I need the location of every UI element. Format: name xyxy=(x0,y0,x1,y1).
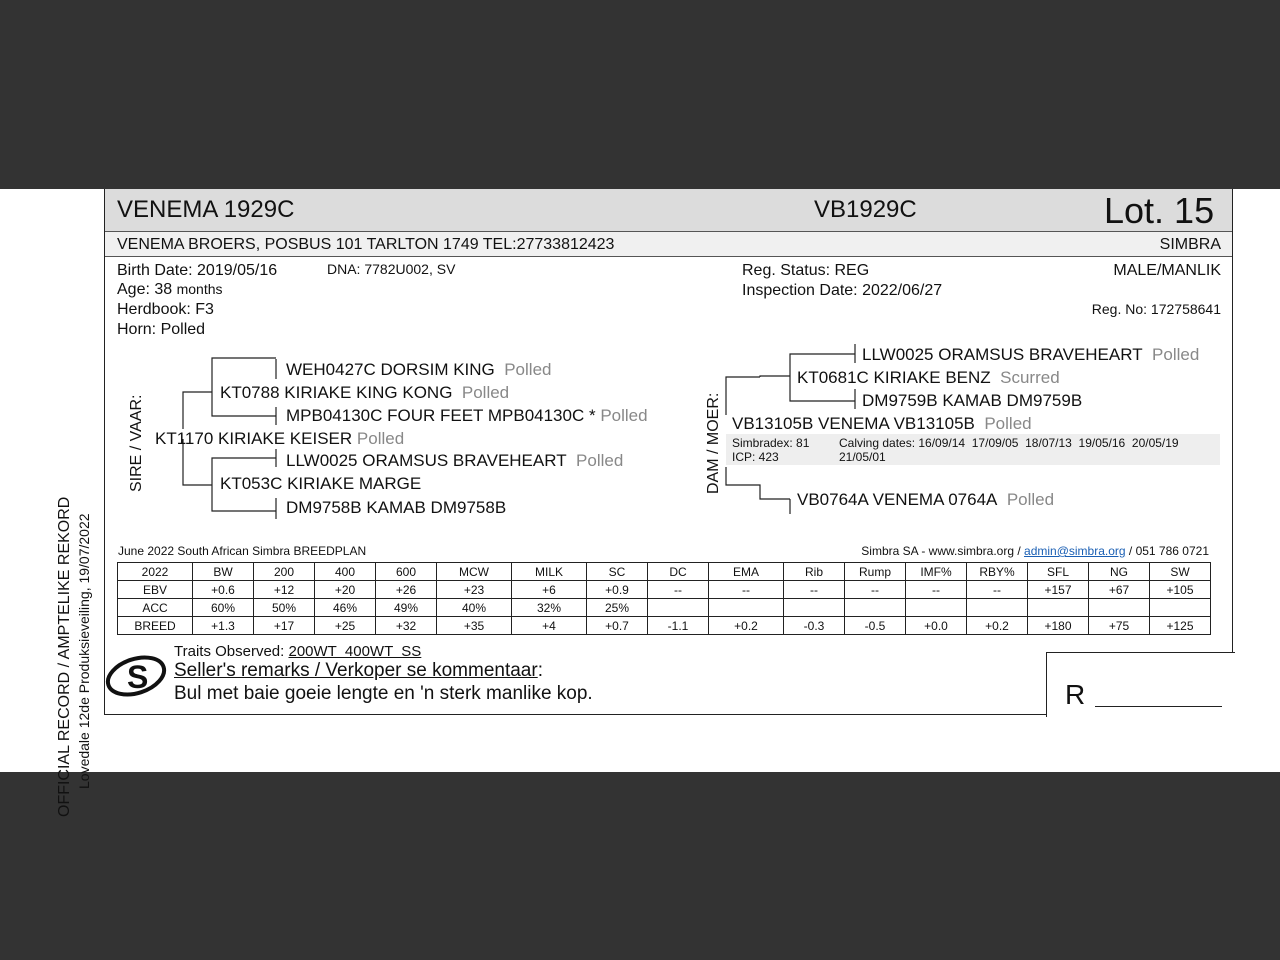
value-cell: +67 xyxy=(1089,581,1150,599)
age-unit: months xyxy=(176,281,223,297)
value-cell: +32 xyxy=(376,617,437,635)
value-cell: +157 xyxy=(1028,581,1089,599)
animal-code: VB1929C xyxy=(814,196,917,223)
value-cell xyxy=(845,599,906,617)
horn-tag: Polled xyxy=(1006,490,1055,509)
value-cell: -0.5 xyxy=(845,617,906,635)
value-cell: +125 xyxy=(1150,617,1211,635)
value-cell: 50% xyxy=(254,599,315,617)
remarks-text: Bul met baie goeie lengte en 'n sterk manlike kop. xyxy=(174,683,593,704)
horn-tag: Scurred xyxy=(1000,368,1060,387)
simbra-logo-icon xyxy=(104,649,168,703)
pedigree-name: VB13105B VENEMA VB13105B xyxy=(732,414,975,433)
rating-label: R xyxy=(1065,679,1086,710)
pedigree-name: KT053C KIRIAKE MARGE xyxy=(220,474,422,493)
pedigree-name: WEH0427C DORSIM KING xyxy=(286,360,495,379)
horn-status: Horn: Polled xyxy=(117,321,206,338)
header-cell: BW xyxy=(193,563,254,581)
header-cell: SW xyxy=(1150,563,1211,581)
horn-tag: Polled xyxy=(984,414,1032,433)
value-cell xyxy=(967,599,1028,617)
remarks-title xyxy=(174,660,543,682)
value-cell: -- xyxy=(906,581,967,599)
value-cell: -- xyxy=(967,581,1028,599)
header-cell: 400 xyxy=(315,563,376,581)
value-cell: -- xyxy=(648,581,709,599)
header-cell: SC xyxy=(587,563,648,581)
breedplan-header-row xyxy=(118,563,1211,581)
header-cell: IMF% xyxy=(906,563,967,581)
value-cell: 40% xyxy=(437,599,512,617)
dam-sire-sire xyxy=(862,345,1199,365)
sire-sire-sire xyxy=(286,360,551,380)
pedigree-name: KT1170 KIRIAKE KEISER xyxy=(155,429,353,448)
value-cell: 60% xyxy=(193,599,254,617)
sex: MALE/MANLIK xyxy=(1113,262,1221,279)
sire-dam-dam xyxy=(286,498,506,518)
sire xyxy=(155,429,404,449)
official-record-side-text: OFFICIAL RECORD / AMPTELIKE REKORD xyxy=(56,496,73,817)
sale-name-side-text: Lovedale 12de Produksieveiling, 19/07/2022 xyxy=(76,513,92,789)
header-cell: 2022 xyxy=(118,563,193,581)
animal-name: VENEMA 1929C xyxy=(117,196,295,223)
birth-date: Birth Date: 2019/05/16 xyxy=(117,262,278,279)
sire-sire xyxy=(220,383,509,403)
value-cell xyxy=(1089,599,1150,617)
value-cell: +4 xyxy=(512,617,587,635)
value-cell: 46% xyxy=(315,599,376,617)
pedigree-name: KT0681C KIRIAKE BENZ xyxy=(797,368,991,387)
horn-tag: Polled xyxy=(461,383,510,402)
value-cell: +0.0 xyxy=(906,617,967,635)
sire-dam xyxy=(220,474,421,494)
value-cell xyxy=(1150,599,1211,617)
value-cell: +17 xyxy=(254,617,315,635)
dna-info: DNA: 7782U002, SV xyxy=(327,261,456,277)
value-cell: +6 xyxy=(512,581,587,599)
dam-simbradex: Simbradex: 81 xyxy=(732,436,810,450)
value-cell: +25 xyxy=(315,617,376,635)
pedigree-name: LLW0025 ORAMSUS BRAVEHEART xyxy=(286,451,567,470)
value-cell: +105 xyxy=(1150,581,1211,599)
contact-suffix: / 051 786 0721 xyxy=(1125,544,1209,558)
lot-number: Lot. 15 xyxy=(1104,190,1215,231)
header-cell: Rump xyxy=(845,563,906,581)
value-cell xyxy=(1028,599,1089,617)
value-cell: +0.2 xyxy=(709,617,784,635)
value-cell: +0.7 xyxy=(587,617,648,635)
header-cell: EMA xyxy=(709,563,784,581)
header-cell: MCW xyxy=(437,563,512,581)
traits-label: Traits Observed: xyxy=(174,643,285,660)
dam-icp: ICP: 423 xyxy=(732,450,779,464)
sire-label: SIRE / VAAR: xyxy=(128,394,145,492)
header-cell: DC xyxy=(648,563,709,581)
value-cell: 32% xyxy=(512,599,587,617)
pedigree-name: DM9759B KAMAB DM9759B xyxy=(862,391,1083,410)
breedplan-row-acc xyxy=(118,599,1211,617)
value-cell: +20 xyxy=(315,581,376,599)
value-cell: -- xyxy=(784,581,845,599)
owner-address: VENEMA BROERS, POSBUS 101 TARLTON 1749 TEL:27733812423 xyxy=(117,236,615,253)
header-cell: 600 xyxy=(376,563,437,581)
header-cell: Rib xyxy=(784,563,845,581)
sire-dam-sire xyxy=(286,451,623,471)
dam-dam xyxy=(797,490,1054,510)
traits-value: 200WT 400WT SS xyxy=(288,643,422,660)
value-cell xyxy=(906,599,967,617)
dam-calving-dates: Calving dates: 16/09/14 17/09/05 18/07/13 19/05/16 20/05/19 xyxy=(839,436,1179,450)
dam-sire xyxy=(797,368,1060,388)
contact-email-link[interactable]: admin@simbra.org xyxy=(1024,544,1126,558)
breedplan-row-breed xyxy=(118,617,1211,635)
breedplan-table xyxy=(117,562,1211,635)
dam-sire-dam xyxy=(862,391,1082,411)
rating-blank-line xyxy=(1095,706,1222,707)
value-cell xyxy=(648,599,709,617)
value-cell: +35 xyxy=(437,617,512,635)
remarks-title-colon: : xyxy=(537,660,543,681)
value-cell: +1.3 xyxy=(193,617,254,635)
traits-observed xyxy=(174,643,421,660)
value-cell xyxy=(784,599,845,617)
dam-label: DAM / MOER: xyxy=(705,392,722,494)
breed-name: SIMBRA xyxy=(1159,236,1221,253)
inspection-date: Inspection Date: 2022/06/27 xyxy=(742,282,943,299)
value-cell: 25% xyxy=(587,599,648,617)
dam xyxy=(732,414,1032,434)
value-cell: -0.3 xyxy=(784,617,845,635)
horn-tag: Polled xyxy=(576,451,624,470)
breedplan-contact xyxy=(861,544,1209,558)
row-label: ACC xyxy=(118,599,193,617)
horn-tag: Polled xyxy=(1152,345,1200,364)
dam-calving-dates-cont: 21/05/01 xyxy=(839,450,886,464)
row-label: BREED xyxy=(118,617,193,635)
sire-sire-dam xyxy=(286,406,648,426)
horn-tag: Polled xyxy=(356,429,405,448)
logo-letter: S xyxy=(127,659,149,695)
pedigree-name: LLW0025 ORAMSUS BRAVEHEART xyxy=(862,345,1143,364)
herdbook: Herdbook: F3 xyxy=(117,301,214,318)
value-cell: +180 xyxy=(1028,617,1089,635)
value-cell: -1.1 xyxy=(648,617,709,635)
pedigree-name: KT0788 KIRIAKE KING KONG xyxy=(220,383,453,402)
value-cell xyxy=(709,599,784,617)
header-cell: SFL xyxy=(1028,563,1089,581)
value-cell: +0.6 xyxy=(193,581,254,599)
value-cell: -- xyxy=(709,581,784,599)
sale-catalogue-page xyxy=(0,189,1280,817)
remarks-title-text: Seller's remarks / Verkoper se kommentaar xyxy=(174,660,538,681)
value-cell: +26 xyxy=(376,581,437,599)
header-cell: 200 xyxy=(254,563,315,581)
pedigree-name: DM9758B KAMAB DM9758B xyxy=(286,498,507,517)
reg-number: Reg. No: 172758641 xyxy=(1091,301,1221,317)
value-cell: +23 xyxy=(437,581,512,599)
breedplan-caption: June 2022 South African Simbra BREEDPLAN xyxy=(118,544,367,558)
header-cell: NG xyxy=(1089,563,1150,581)
pedigree-name: MPB04130C FOUR FEET MPB04130C * xyxy=(286,406,596,425)
horn-tag: Polled xyxy=(600,406,648,425)
value-cell: +75 xyxy=(1089,617,1150,635)
value-cell: -- xyxy=(845,581,906,599)
row-label: EBV xyxy=(118,581,193,599)
horn-tag: Polled xyxy=(504,360,552,379)
breedplan-row-ebv xyxy=(118,581,1211,599)
value-cell: +0.9 xyxy=(587,581,648,599)
header-cell: MILK xyxy=(512,563,587,581)
pedigree-name: VB0764A VENEMA 0764A xyxy=(797,490,998,509)
age-value: Age: 38 xyxy=(117,281,173,298)
value-cell: +12 xyxy=(254,581,315,599)
reg-status: Reg. Status: REG xyxy=(742,262,870,279)
value-cell: 49% xyxy=(376,599,437,617)
value-cell: +0.2 xyxy=(967,617,1028,635)
contact-prefix: Simbra SA - www.simbra.org / xyxy=(861,544,1025,558)
header-cell: RBY% xyxy=(967,563,1028,581)
